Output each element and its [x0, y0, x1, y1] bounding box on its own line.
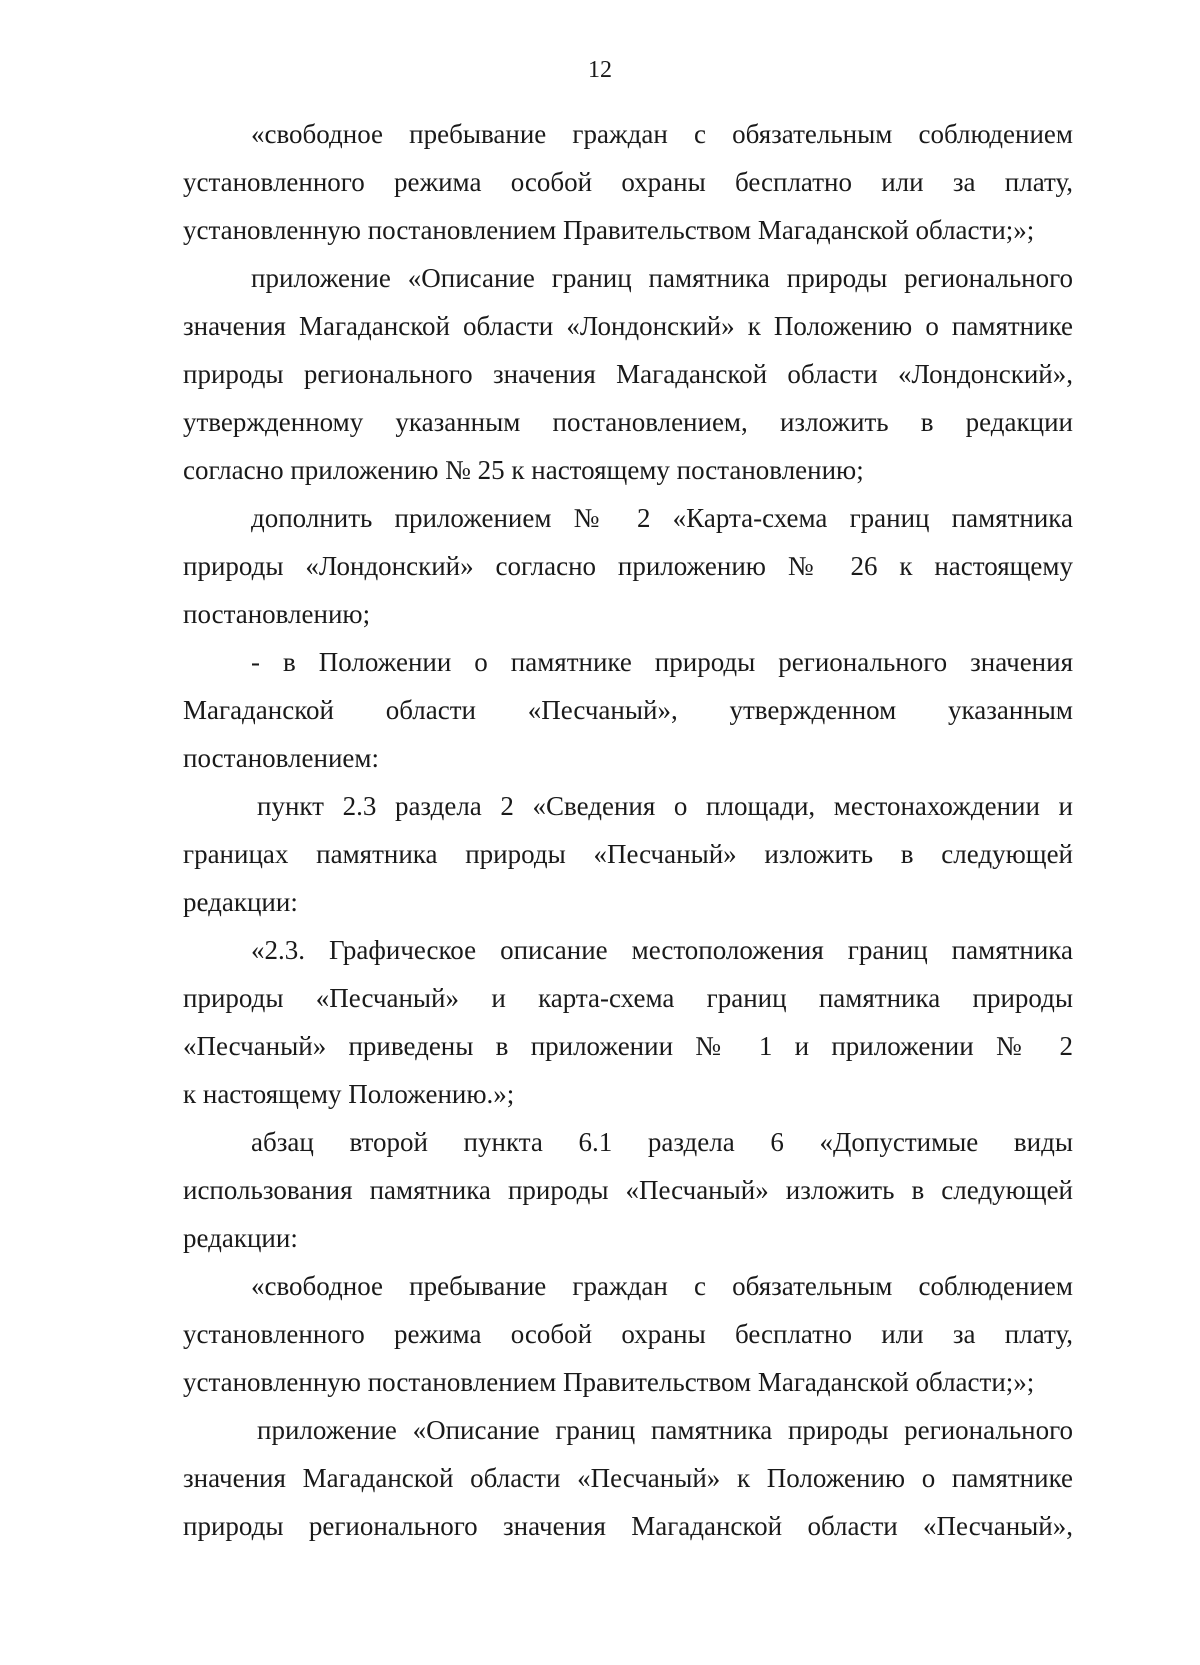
- text-line: значения Магаданской области «Лондонский» к Положению о памятнике: [183, 311, 1073, 341]
- text-line: Магаданской области «Песчаный», утвержденном указанным: [183, 695, 1073, 725]
- text-line: пункт 2.3 раздела 2 «Сведения о площади, местонахождении и: [257, 791, 1073, 821]
- text-line: приложение «Описание границ памятника природы регионального: [257, 1415, 1073, 1445]
- text-line: приложение «Описание границ памятника природы регионального: [251, 263, 1073, 293]
- page-number: 12: [588, 57, 612, 83]
- text-line: значения Магаданской области «Песчаный» к Положению о памятнике: [183, 1463, 1073, 1493]
- text-line: установленную постановлением Правительством Магаданской области;»;: [183, 215, 1035, 245]
- text-line: абзац второй пункта 6.1 раздела 6 «Допустимые виды: [251, 1127, 1073, 1157]
- text-line: к настоящему Положению.»;: [183, 1079, 515, 1109]
- text-line: границах памятника природы «Песчаный» изложить в следующей: [183, 839, 1073, 869]
- text-line: установленного режима особой охраны бесплатно или за плату,: [183, 167, 1073, 197]
- text-line: установленного режима особой охраны бесплатно или за плату,: [183, 1319, 1073, 1349]
- text-line: «свободное пребывание граждан с обязательным соблюдением: [251, 1271, 1073, 1301]
- text-line: согласно приложению № 25 к настоящему постановлению;: [183, 455, 864, 485]
- text-line: «2.3. Графическое описание местоположения границ памятника: [251, 935, 1073, 965]
- text-line: постановлению;: [183, 599, 371, 629]
- text-line: природы «Лондонский» согласно приложению № 26 к настоящему: [183, 551, 1073, 581]
- text-line: природы регионального значения Магаданской области «Лондонский»,: [183, 359, 1073, 389]
- text-line: редакции:: [183, 1223, 298, 1253]
- text-line: дополнить приложением № 2 «Карта-схема границ памятника: [251, 503, 1073, 533]
- text-line: «свободное пребывание граждан с обязательным соблюдением: [251, 119, 1073, 149]
- text-line: «Песчаный» приведены в приложении № 1 и приложении № 2: [183, 1031, 1073, 1061]
- document-body: [183, 110, 1073, 1550]
- text-line: утвержденному указанным постановлением, изложить в редакции: [183, 407, 1073, 437]
- text-line: природы «Песчаный» и карта-схема границ памятника природы: [183, 983, 1073, 1013]
- text-line: постановлением:: [183, 743, 379, 773]
- text-line: установленную постановлением Правительством Магаданской области;»;: [183, 1367, 1035, 1397]
- text-line: природы регионального значения Магаданской области «Песчаный»,: [183, 1511, 1073, 1541]
- text-line: - в Положении о памятнике природы регионального значения: [251, 647, 1073, 677]
- text-line: использования памятника природы «Песчаный» изложить в следующей: [183, 1175, 1073, 1205]
- text-line: редакции:: [183, 887, 298, 917]
